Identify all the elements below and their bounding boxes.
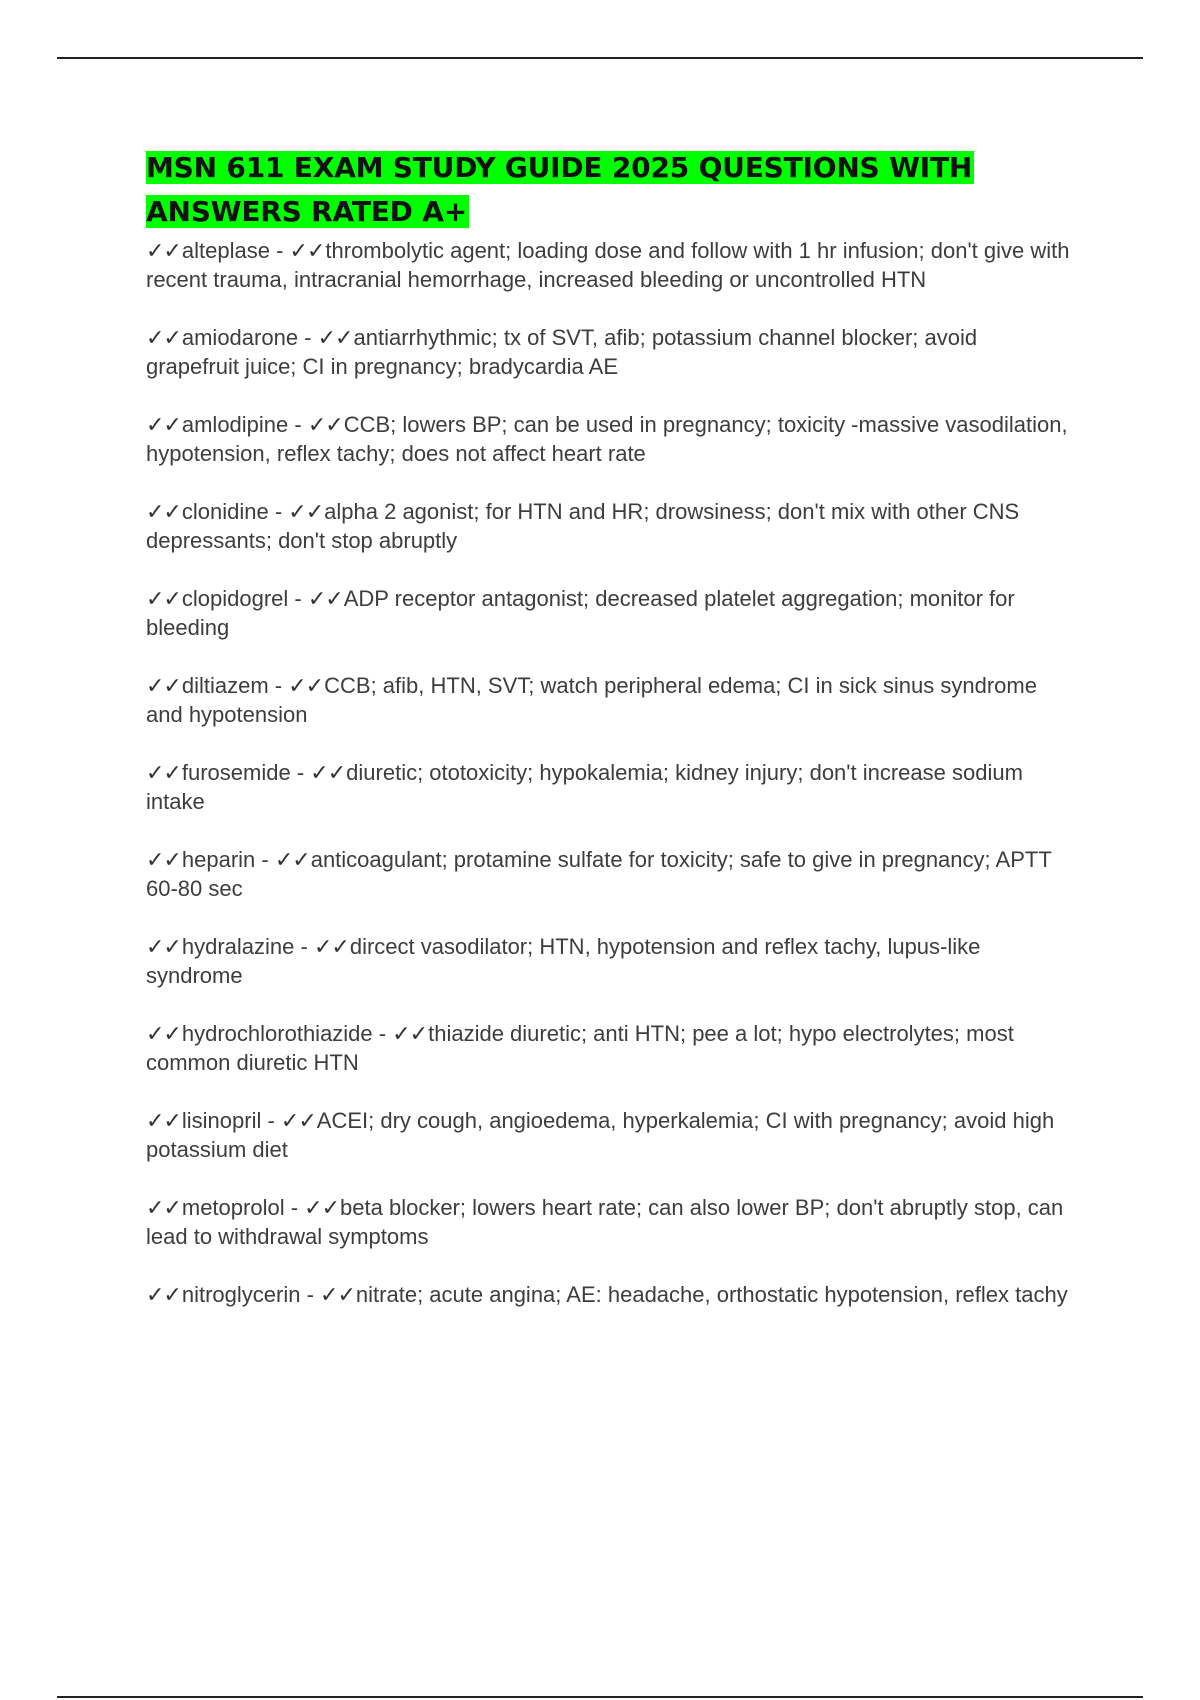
double-check-icon: ✓✓ [274,847,310,872]
entry-separator: - [261,1108,281,1133]
double-check-icon: ✓✓ [288,673,324,698]
double-check-icon: ✓✓ [392,1021,428,1046]
double-check-icon: ✓✓ [307,586,343,611]
double-check-icon: ✓✓ [146,1021,181,1046]
entry-term: furosemide [181,760,291,785]
entry-term: hydrochlorothiazide [181,1021,373,1046]
flashcard-entry [146,758,1076,816]
flashcard-entry [146,584,1076,642]
entry-term: clonidine [181,499,269,524]
entry-answer: thiazide diuretic; anti HTN; pee a lot; hypo electrolytes; most common diuretic HTN [146,1021,1014,1075]
entry-term: nitroglycerin [181,1282,301,1307]
double-check-icon: ✓✓ [146,934,181,959]
entry-separator: - [372,1021,393,1046]
bottom-rule [57,1696,1143,1698]
entry-term: diltiazem [181,673,269,698]
double-check-icon: ✓✓ [146,499,181,524]
double-check-icon: ✓✓ [289,238,325,263]
entry-separator: - [269,238,290,263]
double-check-icon: ✓✓ [307,412,343,437]
double-check-icon: ✓✓ [320,1282,355,1307]
entry-term: metoprolol [181,1195,285,1220]
double-check-icon: ✓✓ [146,847,181,872]
flashcard-entry [146,236,1076,294]
flashcard-entry [146,671,1076,729]
entry-answer: antiarrhythmic; tx of SVT, afib; potassium channel blocker; avoid grapefruit juice; CI in pregnancy; bradycardia AE [146,325,978,379]
double-check-icon: ✓✓ [146,586,181,611]
entry-separator: - [288,586,308,611]
document-body [146,146,1076,1338]
entry-answer: thrombolytic agent; loading dose and follow with 1 hr infusion; don't give with recent trauma, intracranial hemorrhage, increased bleeding or uncontrolled HTN [146,238,1070,292]
flashcard-entry [146,410,1076,468]
entry-answer: ACEI; dry cough, angioedema, hyperkalemia; CI with pregnancy; avoid high potassium diet [146,1108,1055,1162]
flashcard-entry [146,1193,1076,1251]
entry-answer: dircect vasodilator; HTN, hypotension and reflex tachy, lupus-like syndrome [146,934,981,988]
entry-separator: - [300,1282,321,1307]
double-check-icon: ✓✓ [310,760,346,785]
top-rule [57,57,1143,59]
entry-term: clopidogrel [181,586,289,611]
double-check-icon: ✓✓ [317,325,353,350]
entry-answer: diuretic; ototoxicity; hypokalemia; kidney injury; don't increase sodium intake [146,760,1023,814]
entry-separator: - [255,847,275,872]
flashcard-entry [146,1106,1076,1164]
double-check-icon: ✓✓ [313,934,349,959]
double-check-icon: ✓✓ [146,1282,181,1307]
entry-term: hydralazine [181,934,295,959]
double-check-icon: ✓✓ [304,1195,340,1220]
title-highlight: MSN 611 EXAM STUDY GUIDE 2025 QUESTIONS WITH ANSWERS RATED A+ [146,151,973,228]
double-check-icon: ✓✓ [146,673,181,698]
double-check-icon: ✓✓ [146,412,181,437]
double-check-icon: ✓✓ [146,1195,181,1220]
double-check-icon: ✓✓ [146,1108,181,1133]
entry-separator: - [268,673,289,698]
flashcard-entry [146,932,1076,990]
entry-separator: - [294,934,314,959]
entry-term: amlodipine [181,412,289,437]
entry-answer: beta blocker; lowers heart rate; can also lower BP; don't abruptly stop, can lead to withdrawal symptoms [146,1195,1064,1249]
entry-answer: CCB; lowers BP; can be used in pregnancy; toxicity -massive vasodilation, hypotension, reflex tachy; does not affect heart rate [146,412,1068,466]
double-check-icon: ✓✓ [146,760,181,785]
entry-separator: - [290,760,311,785]
entry-term: amiodarone [181,325,299,350]
entry-term: lisinopril [181,1108,262,1133]
entry-separator: - [284,1195,305,1220]
document-title [146,146,1076,234]
entry-answer: alpha 2 agonist; for HTN and HR; drowsiness; don't mix with other CNS depressants; don't stop abruptly [146,499,1020,553]
entry-separator: - [268,499,289,524]
entry-answer: CCB; afib, HTN, SVT; watch peripheral edema; CI in sick sinus syndrome and hypotension [146,673,1037,727]
entry-term: alteplase [181,238,270,263]
flashcard-entry [146,497,1076,555]
entry-answer: ADP receptor antagonist; decreased platelet aggregation; monitor for bleeding [146,586,1015,640]
entry-separator: - [298,325,318,350]
double-check-icon: ✓✓ [146,325,181,350]
double-check-icon: ✓✓ [280,1108,316,1133]
flashcard-entry [146,323,1076,381]
flashcard-entry [146,1280,1076,1309]
double-check-icon: ✓✓ [146,238,181,263]
entry-term: heparin [181,847,256,872]
entry-answer: anticoagulant; protamine sulfate for toxicity; safe to give in pregnancy; APTT 60-80 sec [146,847,1052,901]
entry-separator: - [288,412,308,437]
flashcard-list [146,236,1076,1309]
double-check-icon: ✓✓ [288,499,324,524]
flashcard-entry [146,845,1076,903]
flashcard-entry [146,1019,1076,1077]
entry-answer: nitrate; acute angina; AE: headache, orthostatic hypotension, reflex tachy [355,1282,1068,1307]
